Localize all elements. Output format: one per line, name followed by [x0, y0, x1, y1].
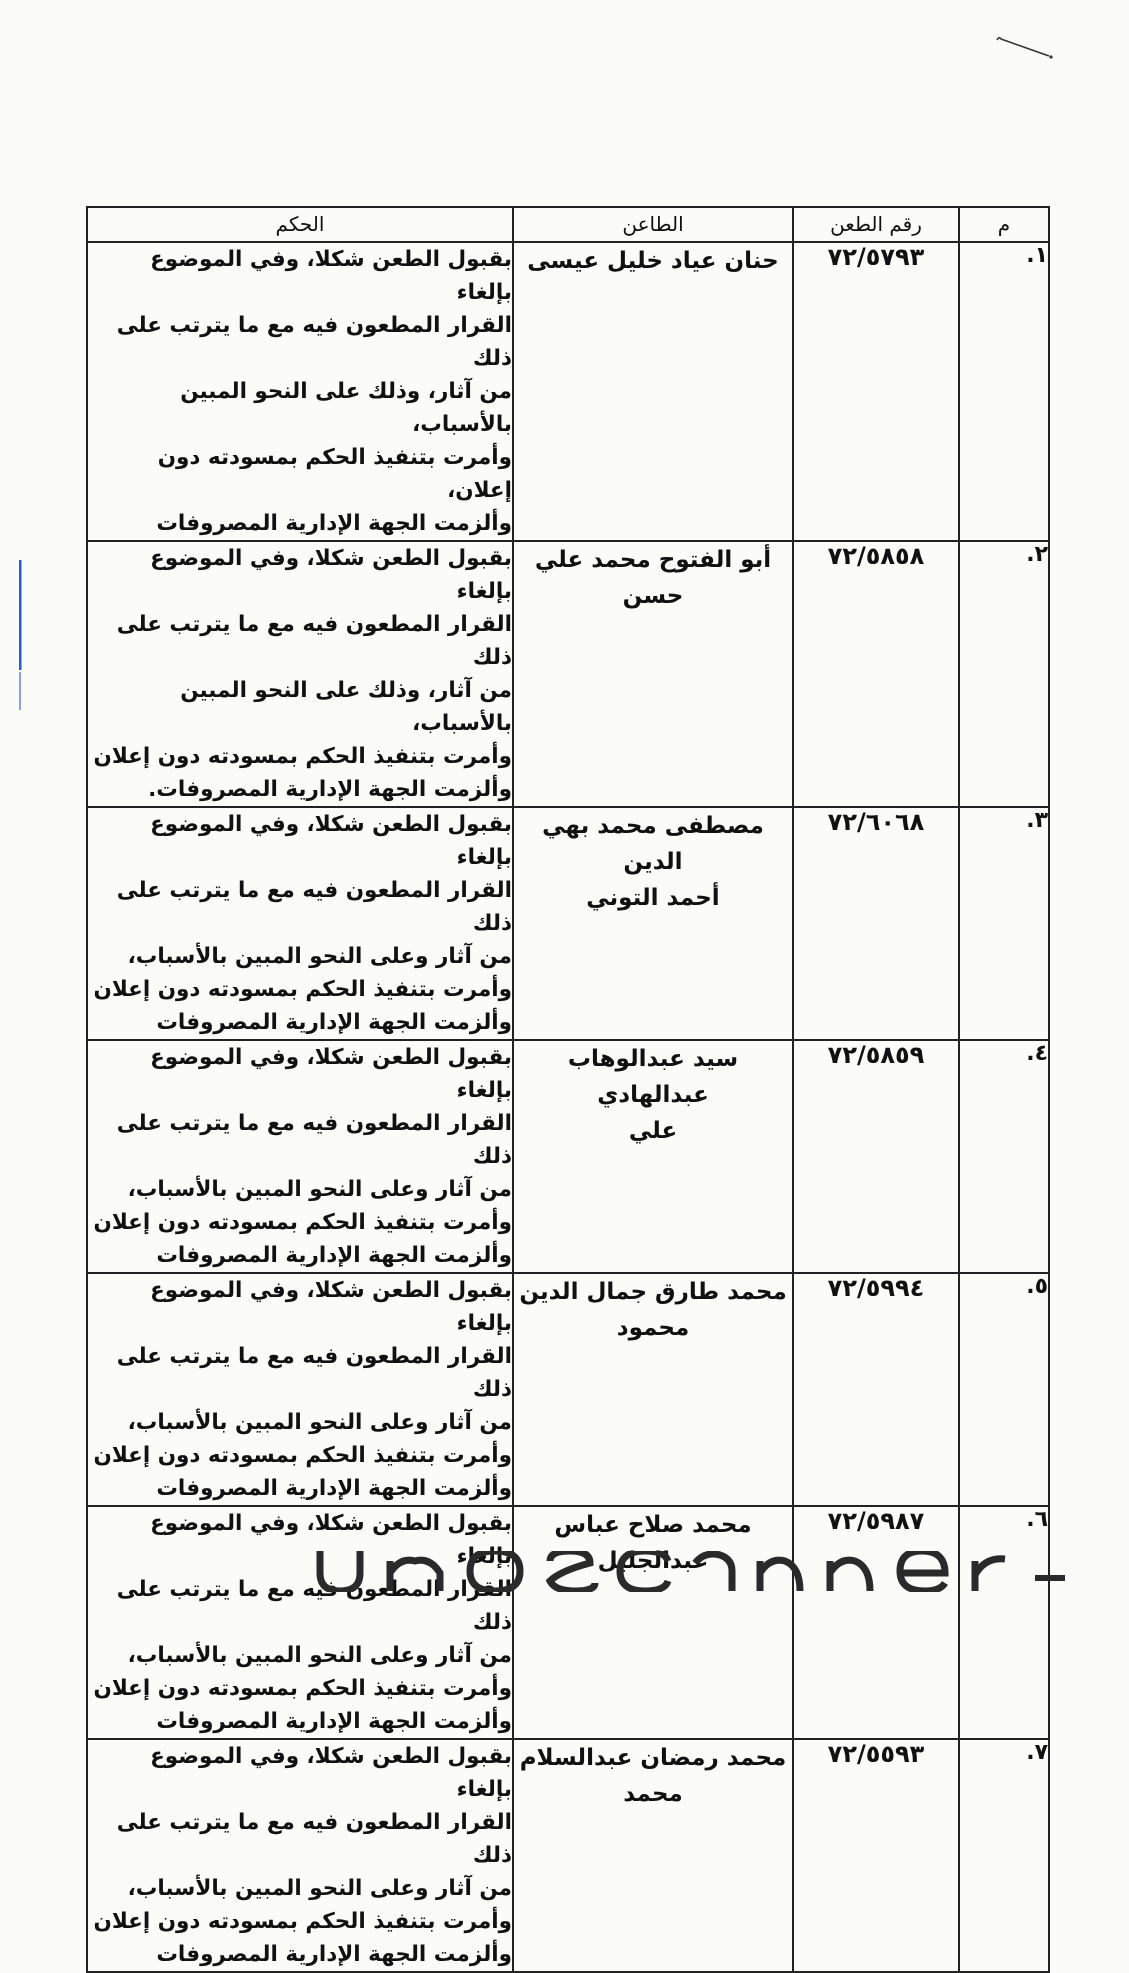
appeal-number: ٧٢/٥٥٩٣ — [793, 1739, 959, 1972]
table-row — [87, 1506, 1049, 1739]
ruling-text: بقبول الطعن شكلا، وفي الموضوع بإلغاء القرار المطعون فيه مع ما يترتب على ذلك من آثار وعلى النحو المبين بالأسباب، وأمرت بتنفيذ الحكم بمسودته دون إعلان وألزمت الجهة الإدارية المصروفات — [87, 1273, 513, 1506]
watermark-shapes — [300, 1551, 1080, 1592]
row-index: ٢. — [959, 541, 1049, 807]
appellant-name: أبو الفتوح محمد علي حسن — [513, 541, 793, 807]
pen-mark — [995, 30, 1057, 60]
scanner-watermark-fragment — [300, 1542, 1080, 1592]
header-appellant: الطاعن — [513, 207, 793, 242]
appeal-number: ٧٢/٥٩٩٤ — [793, 1273, 959, 1506]
scan-edge-artifact — [16, 560, 26, 710]
ruling-text: بقبول الطعن شكلا، وفي الموضوع بإلغاء القرار المطعون فيه مع ما يترتب على ذلك من آثار، وذلك على النحو المبين بالأسباب، وأمرت بتنفيذ الحكم بمسودته دون إعلان وألزمت الجهة الإدارية المصروفات. — [87, 541, 513, 807]
appeal-number: ٧٢/٥٨٥٩ — [793, 1040, 959, 1273]
table-row — [87, 541, 1049, 807]
table-row — [87, 1040, 1049, 1273]
table-row — [87, 807, 1049, 1040]
table-row — [87, 242, 1049, 541]
row-index: ٥. — [959, 1273, 1049, 1506]
ruling-text: بقبول الطعن شكلا، وفي الموضوع بإلغاء القرار المطعون فيه مع ما يترتب على ذلك من آثار وعلى النحو المبين بالأسباب، وأمرت بتنفيذ الحكم بمسودته دون إعلان وألزمت الجهة الإدارية المصروفات — [87, 1506, 513, 1739]
ruling-text: بقبول الطعن شكلا، وفي الموضوع بإلغاء القرار المطعون فيه مع ما يترتب على ذلك من آثار وعلى النحو المبين بالأسباب، وأمرت بتنفيذ الحكم بمسودته دون إعلان وألزمت الجهة الإدارية المصروفات — [87, 807, 513, 1040]
ruling-text: بقبول الطعن شكلا، وفي الموضوع بإلغاء القرار المطعون فيه مع ما يترتب على ذلك من آثار وعلى النحو المبين بالأسباب، وأمرت بتنفيذ الحكم بمسودته دون إعلان وألزمت الجهة الإدارية المصروفات — [87, 1040, 513, 1273]
appellant-name: مصطفى محمد بهي الدين أحمد التوني — [513, 807, 793, 1040]
header-appeal-number: رقم الطعن — [793, 207, 959, 242]
appellant-name: سيد عبدالوهاب عبدالهادي علي — [513, 1040, 793, 1273]
header-index: م — [959, 207, 1049, 242]
ruling-text: بقبول الطعن شكلا، وفي الموضوع بإلغاء القرار المطعون فيه مع ما يترتب على ذلك من آثار، وذلك على النحو المبين بالأسباب، وأمرت بتنفيذ الحكم بمسودته دون إعلان، وألزمت الجهة الإدارية المصروفات — [87, 242, 513, 541]
appeal-number: ٧٢/٦٠٦٨ — [793, 807, 959, 1040]
appeal-number: ٧٢/٥٩٨٧ — [793, 1506, 959, 1739]
appellant-name: محمد صلاح عباس عبدالجليل — [513, 1506, 793, 1739]
appellant-name: حنان عياد خليل عيسى — [513, 242, 793, 541]
table-row — [87, 1739, 1049, 1972]
appeal-number: ٧٢/٥٨٥٨ — [793, 541, 959, 807]
row-index: ٣. — [959, 807, 1049, 1040]
rulings-table — [86, 206, 1050, 1973]
pen-stroke-icon — [995, 30, 1057, 60]
appeal-number: ٧٢/٥٧٩٣ — [793, 242, 959, 541]
row-index: ٧. — [959, 1739, 1049, 1972]
header-ruling: الحكم — [87, 207, 513, 242]
table-row — [87, 1273, 1049, 1506]
row-index: ١. — [959, 242, 1049, 541]
appellant-name: محمد رمضان عبدالسلام محمد — [513, 1739, 793, 1972]
appellant-name: محمد طارق جمال الدين محمود — [513, 1273, 793, 1506]
ruling-text: بقبول الطعن شكلا، وفي الموضوع بإلغاء القرار المطعون فيه مع ما يترتب على ذلك من آثار وعلى النحو المبين بالأسباب، وأمرت بتنفيذ الحكم بمسودته دون إعلان وألزمت الجهة الإدارية المصروفات — [87, 1739, 513, 1972]
table-header-row — [87, 207, 1049, 242]
row-index: ٦. — [959, 1506, 1049, 1739]
row-index: ٤. — [959, 1040, 1049, 1273]
